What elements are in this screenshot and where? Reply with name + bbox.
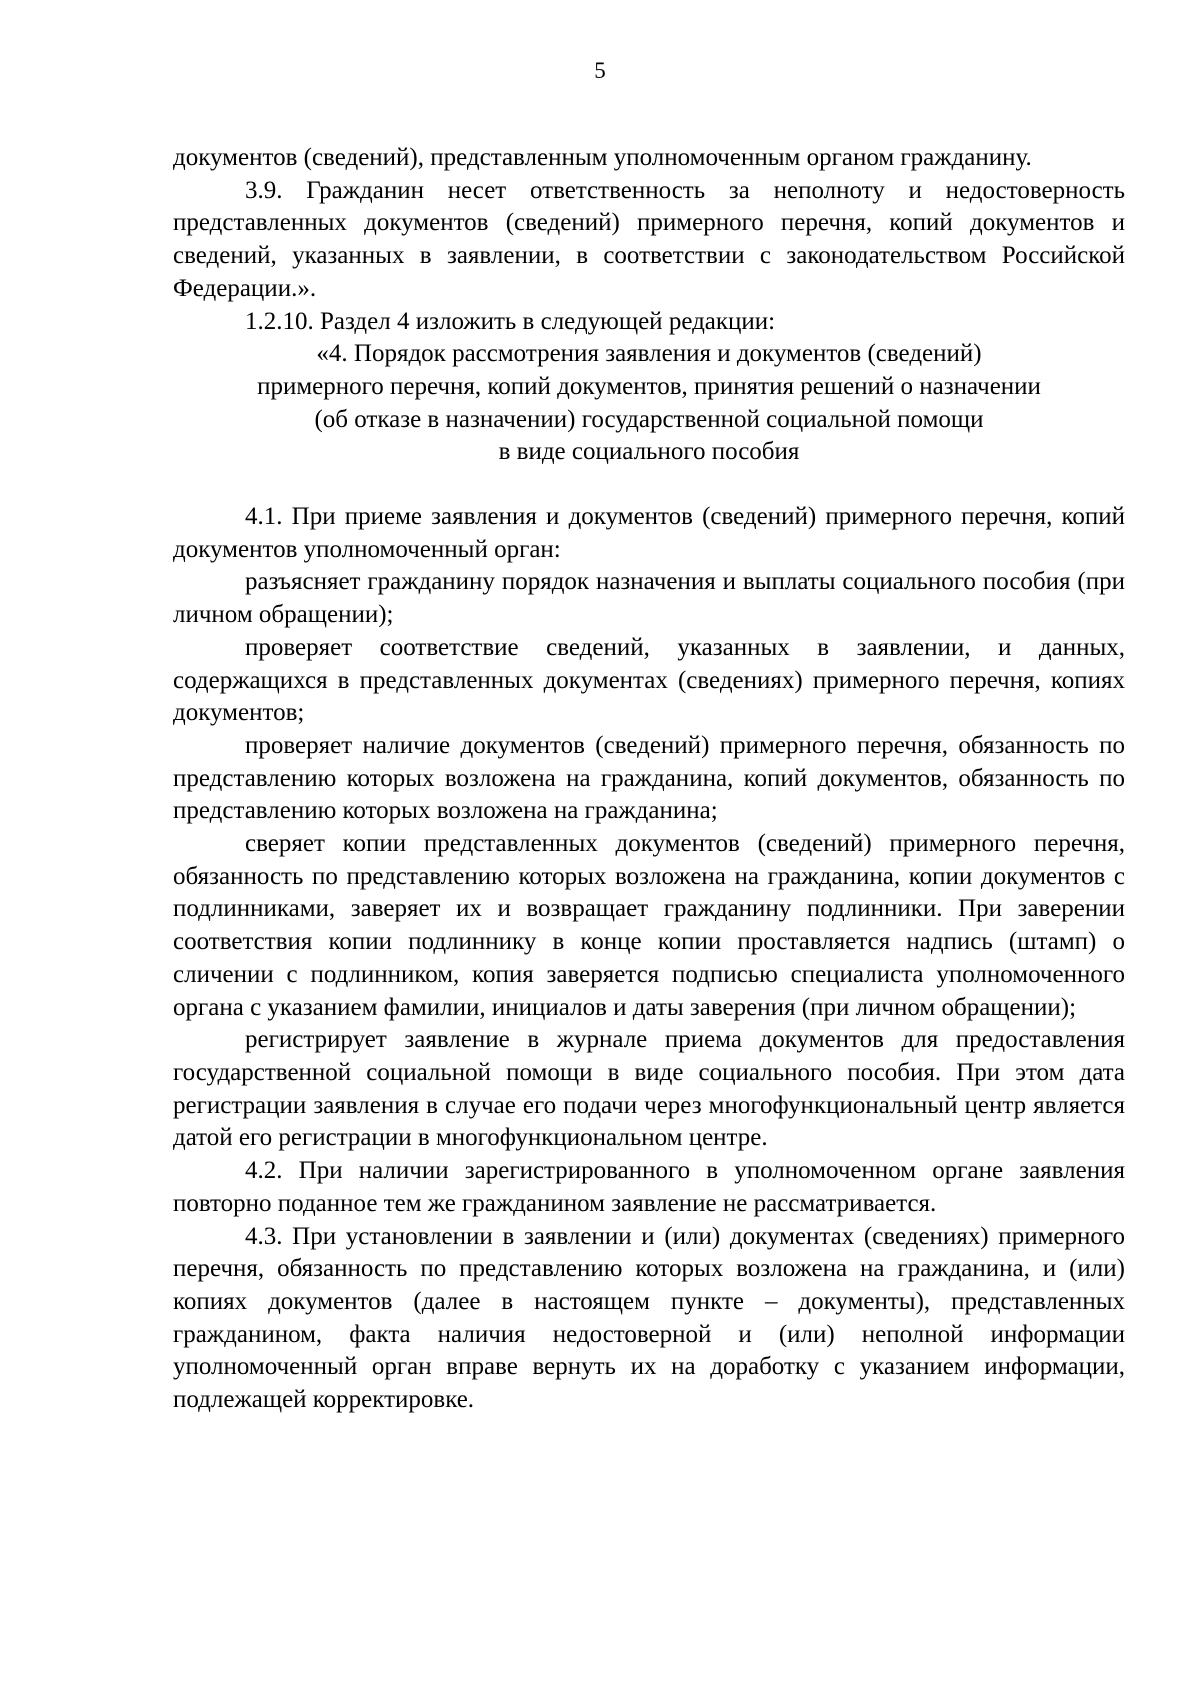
paragraph-4-1: 4.1. При приеме заявления и документов (сведений) примерного перечня, копий документов уполномоченный орган: [173, 503, 1125, 563]
document-body [173, 142, 1125, 1417]
section-heading-line: примерного перечня, копий документов, принятия решений о назначении [257, 372, 1041, 400]
paragraph-1-2-10: 1.2.10. Раздел 4 изложить в следующей редакции: [245, 307, 776, 335]
section-heading-line: в виде социального пособия [498, 438, 800, 466]
list-item: сверяет копии представленных документов (сведений) примерного перечня, обязанность по представлению которых возложена на гражданина, копии документов с подлинниками, заверяет их и возвращает гражданину подлинники. При заверении соответствия копии подлиннику в конце копии проставляется надпись (штамп) о сличении с подлинником, копия заверяется подписью специалиста уполномоченного органа с указанием фамилии, инициалов и даты заверения (при личном обращении); [173, 830, 1125, 1021]
section-heading [173, 338, 1125, 469]
section-heading-line: (об отказе в назначении) государственной социальной помощи [314, 405, 984, 433]
section-heading-line: «4. Порядок рассмотрения заявления и документов (сведений) [316, 340, 982, 368]
list-item: проверяет наличие документов (сведений) примерного перечня, обязанность по представлению которых возложена на гражданина, копий документов, обязанность по представлению которых возложена на гражданина; [173, 731, 1125, 825]
list-item: разъясняет гражданину порядок назначения и выплаты социального пособия (при личном обращении); [173, 568, 1125, 629]
paragraph-continuation: документов (сведений), представленным уполномоченным органом гражданину. [173, 144, 1032, 171]
paragraph-3-9: 3.9. Гражданин несет ответственность за неполноту и недостоверность представленных документов (сведений) примерного перечня, копий документов и сведений, указанных в заявлении, в соответствии с законодательством Российской Федерации.». [173, 176, 1125, 302]
paragraph-4-3: 4.3. При установлении в заявлении и (или) документах (сведениях) примерного перечня, обязанность по представлению которых возложена на гражданина, и (или) копиях документов (далее в настоящем пункте – документы), представленных гражданином, факта наличия недостоверной и (или) неполной информации уполномоченный орган вправе вернуть их на доработку с указанием информации, подлежащей корректировке. [173, 1222, 1125, 1414]
list-item: регистрирует заявление в журнале приема документов для предоставления государственной социальной помощи в виде социального пособия. При этом дата регистрации заявления в случае его подачи через многофункциональный центр является датой его регистрации в многофункциональном центре. [173, 1026, 1125, 1152]
page-number: 5 [594, 58, 606, 83]
heading-spacer [173, 469, 1125, 501]
paragraph-4-2: 4.2. При наличии зарегистрированного в уполномоченном органе заявления повторно поданное тем же гражданином заявление не рассматривается. [173, 1157, 1125, 1217]
list-item: проверяет соответствие сведений, указанных в заявлении, и данных, содержащихся в представленных документах (сведениях) примерного перечня, копиях документов; [173, 633, 1125, 727]
